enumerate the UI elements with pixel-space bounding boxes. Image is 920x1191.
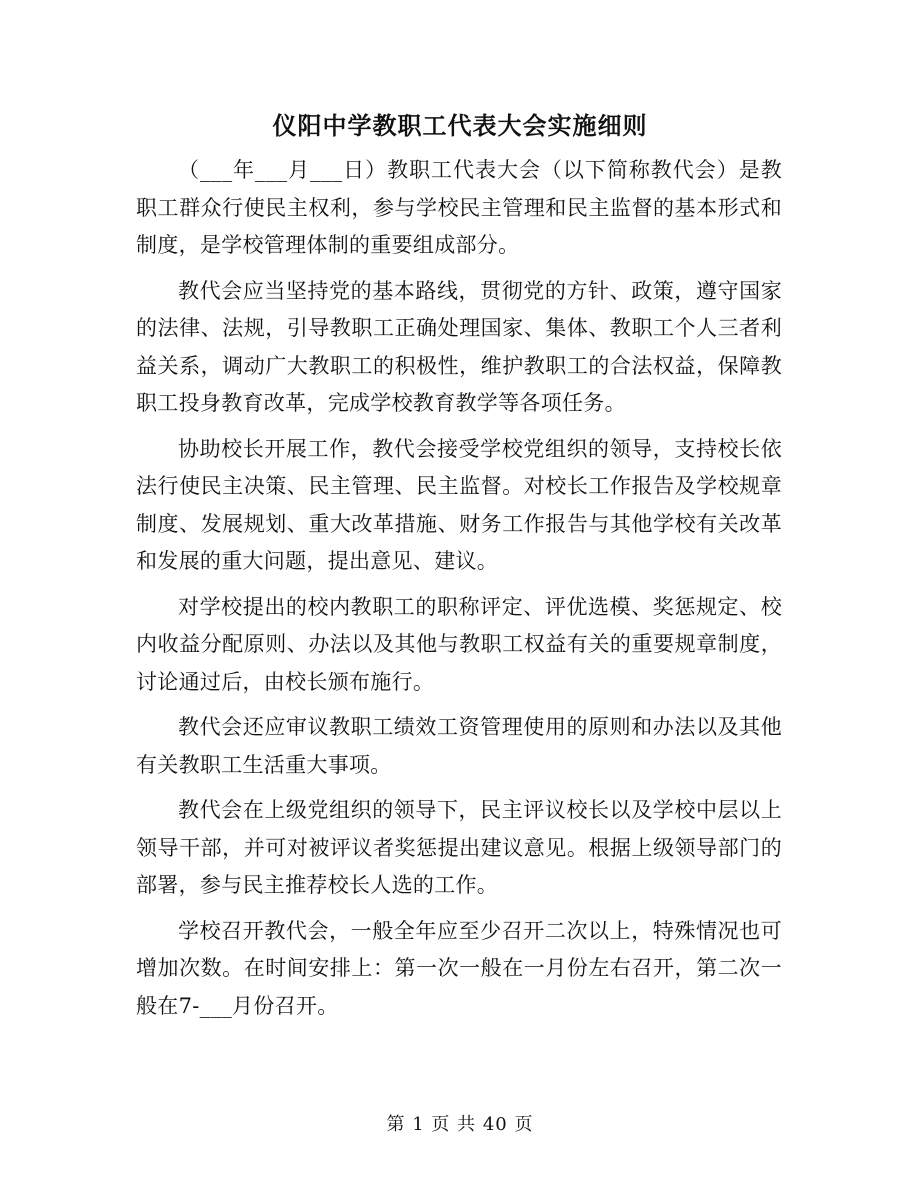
paragraph-3: 协助校长开展工作，教代会接受学校党组织的领导，支持校长依法行使民主决策、民主管理、民主监督。对校长工作报告及学校规章制度、发展规划、重大改革措施、财务工作报告与其他学校有关改革和发展的重大问题，提出意见、建议。	[136, 436, 782, 573]
paragraph-7: 学校召开教代会，一般全年应至少召开二次以上，特殊情况也可增加次数。在时间安排上：第一次一般在一月份左右召开，第二次一般在7-___月份召开。	[136, 918, 782, 1018]
paragraph-2: 教代会应当坚持党的基本路线，贯彻党的方针、政策，遵守国家的法律、法规，引导教职工正确处理国家、集体、教职工个人三者利益关系，调动广大教职工的积极性，维护教职工的合法权益，保障教职工投身教育改革，完成学校教育教学等各项任务。	[136, 278, 782, 415]
paragraph-6: 教代会在上级党组织的领导下，民主评议校长以及学校中层以上领导干部，并可对被评议者奖惩提出建议意见。根据上级领导部门的部署，参与民主推荐校长人选的工作。	[136, 798, 782, 897]
page-number-label: 第 1 页 共 40 页	[386, 1114, 534, 1135]
document-body	[136, 152, 782, 1033]
paragraph-1: （___年___月___日）教职工代表大会（以下简称教代会）是教职工群众行使民主权利，参与学校民主管理和民主监督的基本形式和制度，是学校管理体制的重要组成部分。	[136, 158, 782, 257]
paragraph-5: 教代会还应审议教职工绩效工资管理使用的原则和办法以及其他有关教职工生活重大事项。	[136, 715, 782, 777]
paragraph-4: 对学校提出的校内教职工的职称评定、评优选模、奖惩规定、校内收益分配原则、办法以及其他与教职工权益有关的重要规章制度，讨论通过后，由校长颁布施行。	[136, 594, 782, 694]
page-footer	[0, 1112, 920, 1138]
document-title: 仪阳中学教职工代表大会实施细则	[272, 111, 648, 140]
